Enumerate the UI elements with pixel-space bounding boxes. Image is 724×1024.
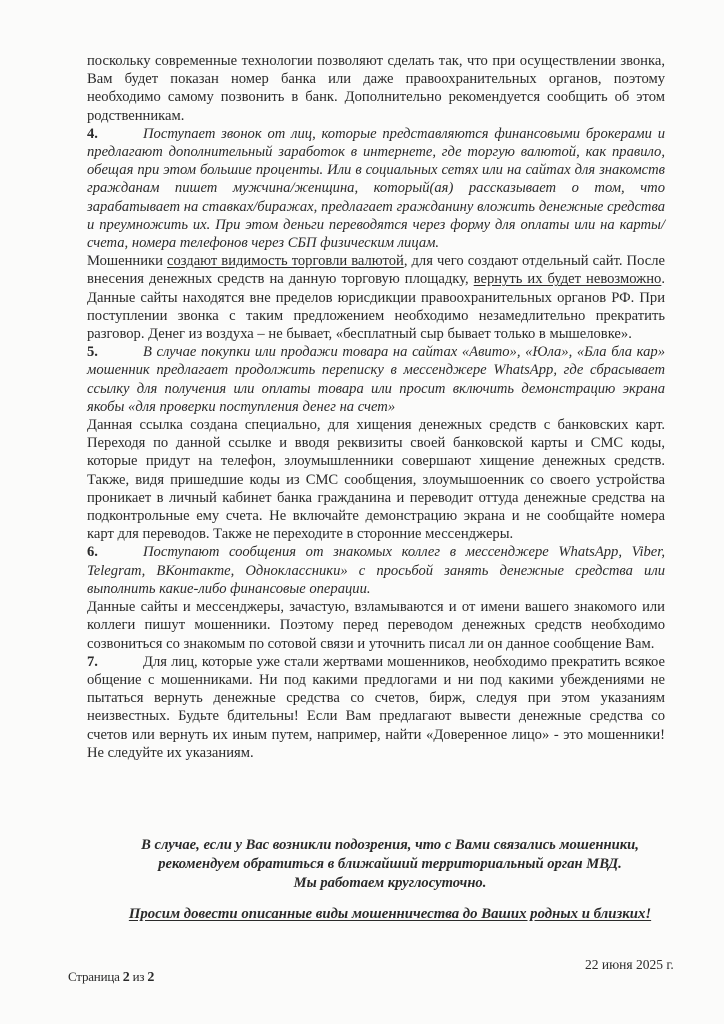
section-5-body: Данная ссылка создана специально, для хищения денежных средств с банковских карт. Переходя по данной ссылке и вводя реквизиты своей банковской карты и СМС коды, которые придут на телефон, злоумышленники совершают хищение денежных средств. Также, видя пришедшие коды из СМС сообщения, злоумышоенник со своего устройства проникает в личный кабинет банка гражданина и переводит оттуда денежные средства на подконтрольные ему счета. Не включайте демонстрацию экрана и не сообщайте номера карт для переводов. Также не переходите в сторонние мессенджеры. xyxy=(87,417,665,543)
text-run: . Данные сайты находятся вне пределов юрисдикции правоохранительных органов РФ. При поступлении звонка с таким предложением необходимо незамедлительно прекратить разговор. Денег из воздуха – не бывает, «бесплатный сыр бывает только в мышеловке». xyxy=(87,271,665,343)
section-lead-text: Поступает звонок от лиц, которые представляются финансовыми брокерами и предлагают дополнительный заработок в интернете, где торгую валютой, как правило, обещая при этом большие проценты. Или в социальных сетях или на сайтах для знакомств гражданам пишет мужчина/женщина, который(ая) рассказывает о том, что зарабатывает на ставках/биражах, предлагает гражданину вложить денежные средства и преумножить их. При этом деньги переводятся через форму для оплаты или на карты/счета, номера телефонов через СБП физическим лицам. xyxy=(87,125,665,252)
notice-line: рекомендуем обратиться в ближайший территориальный орган МВД. xyxy=(158,856,622,872)
section-5-lead xyxy=(87,343,665,416)
section-4-body xyxy=(87,252,665,343)
section-lead-text: Поступают сообщения от знакомых коллег в мессенджере WhatsApp, Viber, Telegram, ВКонтакте, Одноклассники» с просьбой занять денежные средства или выполнить какие-либо финансовые операции. xyxy=(87,544,665,597)
page-of: из xyxy=(132,969,145,984)
section-7 xyxy=(87,653,665,762)
share-callout: Просим довести описанные виды мошенничества до Ваших родных и близких! xyxy=(128,906,652,922)
section-number: 7. xyxy=(87,653,98,670)
section-number: 6. xyxy=(87,544,98,561)
section-number: 5. xyxy=(87,344,98,361)
notice-line: Мы работаем круглосуточно. xyxy=(293,875,487,891)
section-4-lead xyxy=(87,125,665,252)
section-6-body: Данные сайты и мессенджеры, зачастую, взламываются и от имени вашего знакомого или коллеги пишут мошенники. Поэтому перед переводом денежных средств необходимо созвониться со знакомым по сотовой связи и уточнить писал ли он данное сообщение Вам. xyxy=(87,599,665,652)
section-number: 4. xyxy=(87,125,98,142)
underlined-phrase: вернуть их будет невозможно xyxy=(473,271,662,288)
document-body xyxy=(87,52,665,762)
page-label: Страница xyxy=(68,969,120,984)
page-indicator xyxy=(68,969,154,986)
intro-paragraph: поскольку современные технологии позволяют сделать так, что при осуществлении звонка, Вам будет показан номер банка или даже правоохранительных органов, поэтому необходимо самому позвонить в банк. Дополнительно рекомендуется сообщить об этом родственникам. xyxy=(87,53,665,124)
document-date: 22 июня 2025 г. xyxy=(585,957,674,972)
notice-line: В случае, если у Вас возникли подозрения, что с Вами связались мошенники, xyxy=(141,837,639,853)
page-current: 2 xyxy=(122,970,130,985)
text-run: , для чего создают отдельный сайт. После внесения денежных средств на данную торговую площадку, xyxy=(87,253,665,288)
section-lead-text: В случае покупки или продажи товара на сайтах «Авито», «Юла», «Бла бла кар» мошенник предлагает продолжить переписку в мессенджере WhatsApp, где сбрасывает ссылку для получения или оплаты товара или просит включить демонстрацию экрана якобы «для проверки поступления денег на счет» xyxy=(87,344,665,415)
page-total: 2 xyxy=(147,970,155,985)
underlined-phrase: создают видимость торговли валютой xyxy=(167,253,404,270)
text-run: Мошенники xyxy=(87,253,167,270)
warning-notice xyxy=(90,836,690,893)
section-text: Для лиц, которые уже стали жертвами мошенников, необходимо прекратить всякое общение с мошенниками. Ни под какими предлогами и ни под какими убеждениями не пытаться вернуть денежные средства со счетов, бирж, следуя при этом указаниям неизвестных. Будьте бдительны! Если Вам предлагают вывести денежные средства со счетов или вернуть их иным путем, например, найти «Доверенное лицо» - это мошенники! Не следуйте их указаниям. xyxy=(87,653,665,761)
section-6-lead xyxy=(87,543,665,598)
